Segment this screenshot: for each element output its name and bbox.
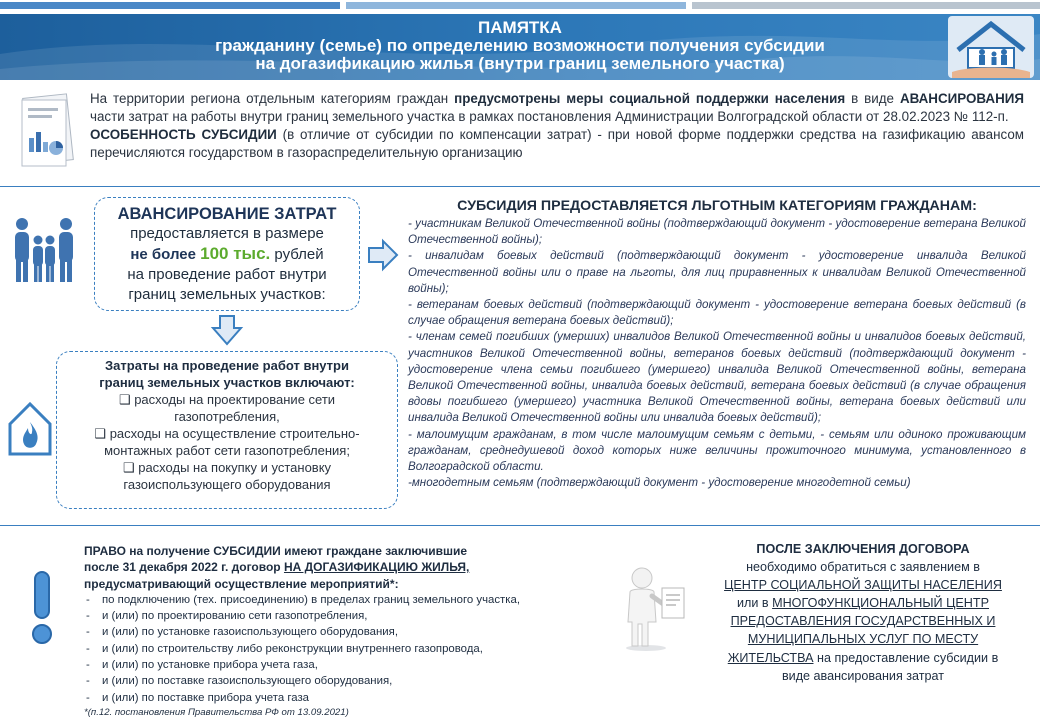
advance-line4: границ земельных участков:	[128, 286, 326, 303]
advance-title: АВАНСИРОВАНИЕ ЗАТРАТ	[117, 205, 337, 223]
gas-house-icon	[6, 398, 54, 458]
top-strip	[0, 0, 1040, 12]
costs-item: ❑ расходы на покупку и установку газоиспользующего оборудования	[122, 460, 332, 492]
advance-payment-box	[94, 197, 360, 311]
categories-title: СУБСИДИЯ ПРЕДОСТАВЛЯЕТСЯ ЛЬГОТНЫМ КАТЕГОРИЯМ ГРАЖДАНАМ:	[457, 198, 977, 214]
list-item: - и (или) по поставке прибора учета газа	[84, 690, 600, 706]
advance-line1: предоставляется в размере	[130, 225, 324, 242]
person-with-document-icon	[618, 566, 690, 652]
intro-text: На территории региона отдельным категориям граждан предусмотрены меры социальной поддержки населения в виде АВАНСИРОВАНИЯ части затрат на работы внутри границ земельного участка в рамках постановления Администрации Волгоградской области от 28.02.2023 № 112-п. ОСОБЕННОСТЬ СУБСИДИИ (в отличие от субсидии по компенсации затрат) - при новой форме поддержки средства на газификацию авансом перечисляются государством в газораспределительную организацию	[90, 91, 1025, 160]
list-item: - и (или) по установке газоиспользующего оборудования,	[84, 624, 600, 640]
category-item: - членам семей погибших (умерших) инвалидов Великой Отечественной войны и инвалидов боевых действий, участников Великой Отечественной войны, ветеранов боевых действий (подтверждающий документ - удостоверение члена семьи погибшего (умершего) инвалида Великой Отечественной войны, ветерана Великой Отечественной войны, инвалида боевых действий, ветерана боевых действий (в случае обращения вдовы погибшего (умершего) участника Великой Отечественной войны, ветерана боевых действий или инвалида Великой Отечественной войны или инвалида боевых действий);	[408, 330, 1026, 425]
costs-item: ❑ расходы на осуществление строительно- монтажных работ сети газопотребления;	[94, 426, 360, 458]
list-item: - и (или) по проектированию сети газопотребления,	[84, 608, 600, 624]
arrow-down-icon	[210, 314, 244, 346]
arrow-right-icon	[366, 238, 400, 272]
mfc-line3: МУНИЦИПАЛЬНЫХ УСЛУГ ПО МЕСТУ	[747, 632, 979, 647]
house-family-logo	[948, 16, 1034, 78]
after-contract-or: или в	[736, 596, 773, 611]
after-contract-line4: виде авансирования затрат	[781, 668, 945, 683]
eligible-categories	[408, 197, 1026, 491]
list-item: - и (или) по поставке газоиспользующего оборудования,	[84, 673, 600, 689]
social-protection-center: ЦЕНТР СОЦИАЛЬНОЙ ЗАЩИТЫ НАСЕЛЕНИЯ	[724, 578, 1002, 593]
advance-amount: не более 100 тыс.	[130, 244, 271, 263]
advance-line3: на проведение работ внутри	[127, 266, 327, 283]
measures-list	[84, 592, 600, 706]
house-hands-icon	[948, 16, 1034, 78]
category-item: - ветеранам боевых действий (подтверждающий документ - удостоверение ветерана боевых действий (в случае обращения ветерана боевых действий);	[408, 298, 1026, 328]
mfc-line2: ПРЕДОСТАВЛЕНИЯ ГОСУДАРСТВЕННЫХ И	[730, 614, 996, 629]
costs-box	[56, 351, 398, 509]
after-contract-info	[706, 540, 1020, 685]
after-contract-title: ПОСЛЕ ЗАКЛЮЧЕНИЯ ДОГОВОРА	[756, 542, 970, 556]
category-item: -многодетным семьям (подтверждающий документ - удостоверение многодетной семьи)	[408, 476, 911, 490]
advance-currency: рублей	[270, 246, 324, 263]
mfc-line1: МНОГОФУНКЦИОНАЛЬНЫЙ ЦЕНТР	[772, 596, 989, 611]
list-item: - и (или) по строительству либо реконструкции внутреннего газопровода,	[84, 641, 600, 657]
list-item: - по подключению (тех. присоединению) в пределах границ земельного участка,	[84, 592, 600, 608]
category-item: - малоимущим гражданам, в том числе малоимущим семьям с детьми, - семьям или одиноко проживающим гражданам, среднедушевой доход которых ниже величины прожиточного минимума, установленного в Волгоградской области.	[408, 427, 1026, 474]
mfc-line4: ЖИТЕЛЬСТВА	[727, 650, 814, 665]
report-document-icon	[18, 92, 74, 170]
family-icon	[8, 214, 80, 286]
header-banner	[0, 14, 1040, 80]
after-contract-line3: на предоставление субсидии в	[813, 650, 999, 665]
category-item: - участникам Великой Отечественной войны (подтверждающий документ - удостоверение ветерана Великой Отечественной войны);	[408, 217, 1026, 247]
right-to-title: ПРАВО на получение СУБСИДИИ имеют граждане заключившие после 31 декабря 2022 г. договор НА ДОГАЗИФИКАЦИЮ ЖИЛЬЯ, предусматривающий осуществление мероприятий*:	[84, 544, 470, 591]
category-item: - инвалидам боевых действий (подтверждающий документ - удостоверение инвалида Великой Отечественной войны или о праве на льготы, для лиц приравненных к инвалидам Великой Отечественной войны);	[408, 249, 1026, 295]
divider-bottom	[0, 525, 1040, 526]
right-to-subsidy	[84, 543, 600, 719]
page-title: ПАМЯТКА гражданину (семье) по определению возможности получения субсидии на догазификацию жилья (внутри границ земельного участка)	[215, 18, 825, 73]
divider-top	[0, 186, 1040, 187]
exclamation-icon	[28, 568, 56, 648]
after-contract-line1: необходимо обратиться с заявлением в	[746, 560, 980, 575]
footnote: *(п.12. постановления Правительства РФ от 13.09.2021)	[84, 706, 349, 718]
costs-title: Затраты на проведение работ внутри границ земельных участков включают:	[99, 358, 355, 390]
list-item: - и (или) по установке прибора учета газа,	[84, 657, 600, 673]
costs-item: ❑ расходы на проектирование сети газопотребления,	[118, 392, 336, 424]
